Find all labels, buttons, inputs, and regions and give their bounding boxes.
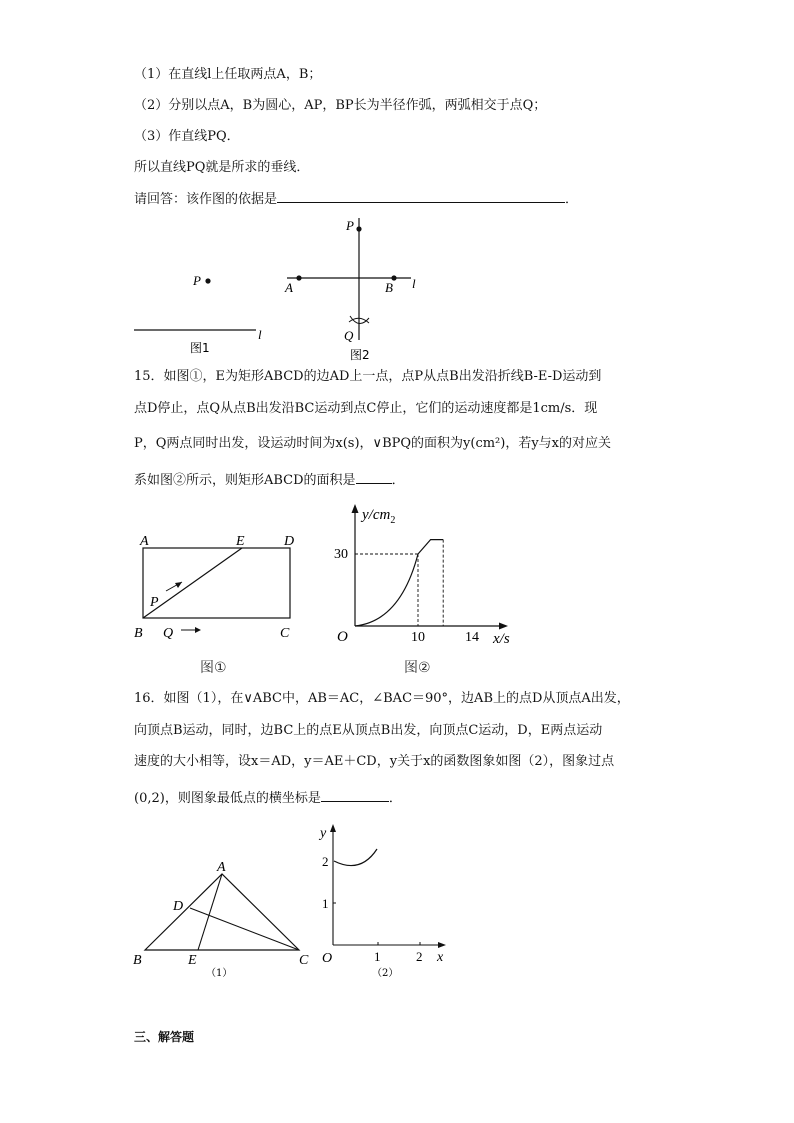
q15-tick-14: 14 [465,630,479,645]
q16-line-1: 16．如图（1），在∨ABC中，AB＝AC，∠BAC＝90°，边AB上的点D从顶点A出发， [134,691,630,706]
fig2-label-a: A [285,280,293,295]
q15-caption-1: 图① [200,660,227,676]
q15-tick-30: 30 [334,547,348,562]
q15-line-4-prefix: 系如图②所示，则矩形ABCD的面积是 [134,473,356,488]
q15-xlabel: x/s [493,631,510,647]
fig2-label-b: B [385,280,393,295]
q15-label-a: A [140,534,149,549]
q16-line-4-suffix: ． [388,791,402,806]
q15-caption-2: 图② [404,660,431,676]
q16-label-c: C [299,953,309,968]
question-suffix: ． [565,192,579,207]
q16-line-2: 向顶点B运动，同时，边BC上的点E从顶点B出发，向顶点C运动，D，E两点运动 [134,723,603,738]
q16-tick-1: 1 [322,896,329,911]
q15-label-p: P [150,595,159,610]
q15-ylabel-text: y/cm [362,507,391,523]
q16-label-x: x [437,950,444,965]
step-3: （3）作直线PQ． [134,129,240,144]
q16-x-arrow [438,942,446,948]
fig2-label-l: l [412,276,416,291]
fig1-label-p: P [193,273,201,288]
q15-line-1: 15．如图①，E为矩形ABCD的边AD上一点，点P从点B出发沿折线B-E-D运动到 [134,369,602,384]
q16-tick-label-1: 1 [374,949,381,964]
q15-label-b: B [134,626,143,641]
q16-y-arrow [330,824,336,832]
q16-label-b: B [133,953,142,968]
q16-label-y: y [320,826,327,841]
q15-origin: O [337,629,348,645]
q15-line-3: P，Q两点同时出发，设运动时间为x(s)，∨BPQ的面积为y(cm²)，若y与x的对应关 [134,436,612,451]
q15-label-d: D [284,534,295,549]
q15-line-2: 点D停止，点Q从点B出发沿BC运动到点C停止，它们的运动速度都是1cm/s．现 [134,401,598,416]
fig1-label-l: l [258,327,262,342]
q15-label-c: C [280,626,290,641]
fig2-label-q: Q [344,328,354,343]
q16-label-e: E [188,953,197,968]
q16-caption-1: （1） [206,968,233,979]
q15-label-e: E [236,534,245,549]
step-2: （2）分别以点A，B为圆心，AP，BP长为半径作弧，两弧相交于点Q； [134,98,547,113]
q16-caption-2: （2） [372,968,399,979]
q15-label-q: Q [163,626,174,641]
q15-tick-10: 10 [411,630,425,645]
step-1: （1）在直线l上任取两点A，B； [134,67,322,82]
q16-tick-2: 2 [322,854,329,869]
q16-tick-label-2: 2 [416,949,423,964]
conclusion: 所以直线PQ就是所求的垂线． [134,160,310,175]
fig2-caption: 图2 [350,348,370,362]
fig1-caption: 图1 [190,341,210,355]
q15-ylabel-sub: 2 [390,515,396,526]
q16-label-a: A [217,860,226,875]
q16-line-3: 速度的大小相等，设x＝AD，y＝AE＋CD，y关于x的函数图象如图（2），图象过点 [134,754,615,769]
q16-curve [334,849,377,866]
q16-triangle-abc [145,874,299,950]
q16-label-d: D [173,899,184,914]
q16-segment-cd [190,908,299,950]
section-3-heading: 三、解答题 [134,1030,195,1044]
fig2-label-p: P [346,218,354,233]
question-prefix: 请回答：该作图的依据是 [134,192,278,207]
q16-origin: O [322,951,333,966]
q15-line-4-suffix: ． [391,473,405,488]
q16-line-4-prefix: (0,2)，则图象最低点的横坐标是 [134,791,321,806]
